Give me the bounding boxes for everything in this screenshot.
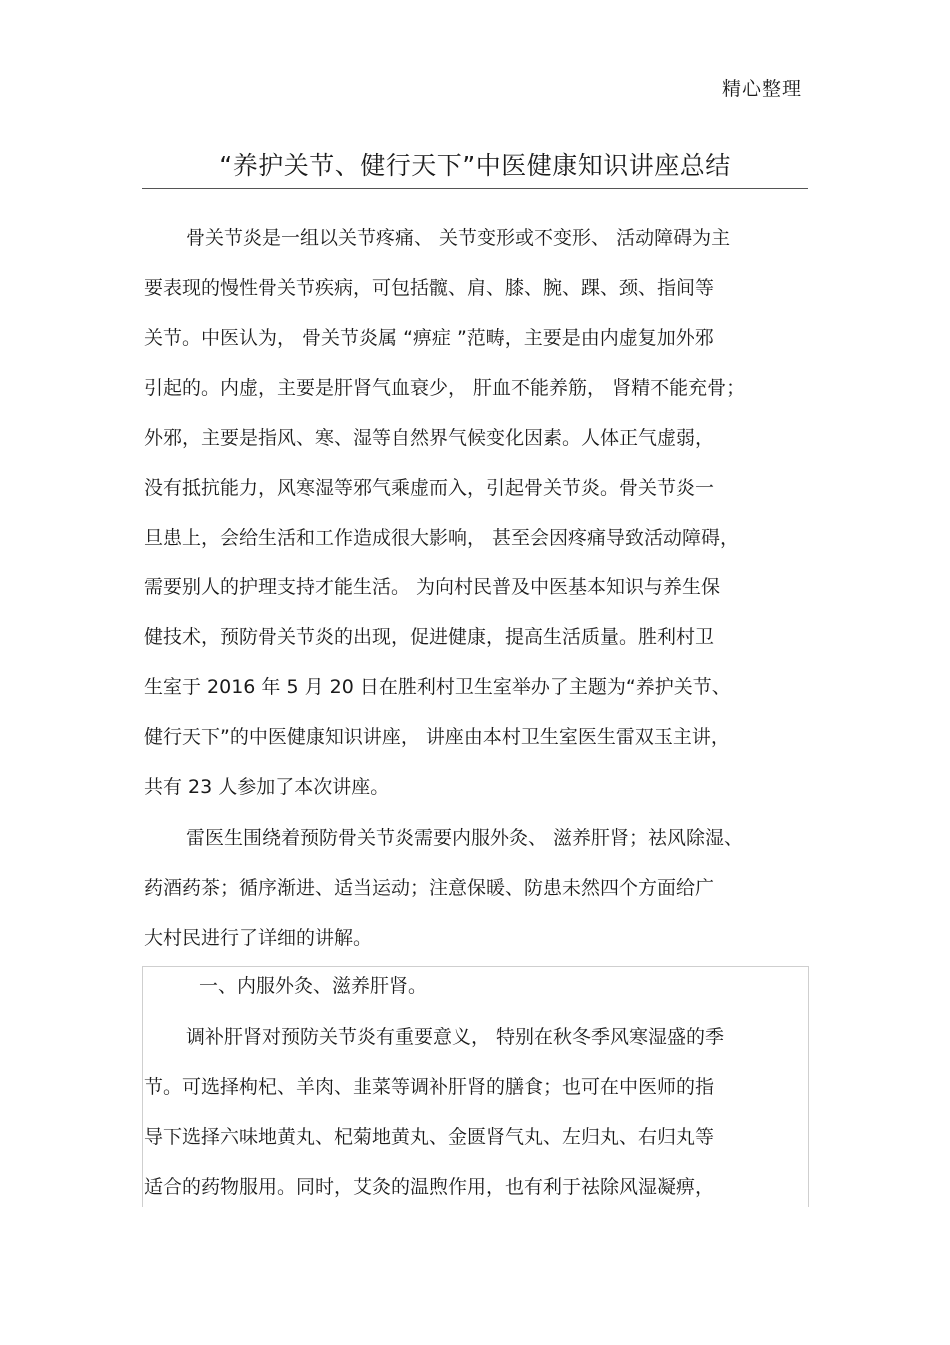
paragraph-line: 关节。中医认为， 骨关节炎属 “痹症 ”范畴，主要是由内虚复加外邪	[144, 327, 714, 349]
paragraph-line: 健技术，预防骨关节炎的出现，促进健康，提高生活质量。胜利村卫	[144, 626, 715, 648]
paragraph-line: 共有 23 人参加了本次讲座。	[144, 776, 390, 798]
section-heading: 一、内服外灸、滋养肝肾。	[199, 975, 428, 997]
paragraph-line: 生室于 2016 年 5 月 20 日在胜利村卫生室举办了主题为“养护关节、	[144, 676, 731, 698]
paragraph-line: 外邪，主要是指风、寒、湿等自然界气候变化因素。人体正气虚弱，	[144, 427, 715, 449]
paragraph-line: 适合的药物服用。同时，艾灸的温煦作用，也有利于祛除风湿凝痹，	[144, 1176, 715, 1198]
paragraph-line: 需要别人的护理支持才能生活。 为向村民普及中医基本知识与养生保	[144, 576, 721, 598]
paragraph-line: 没有抵抗能力，风寒湿等邪气乘虚而入，引起骨关节炎。骨关节炎一	[144, 477, 715, 499]
paragraph-line: 旦患上，会给生活和工作造成很大影响， 甚至会因疼痛导致活动障碍，	[144, 527, 740, 549]
paragraph-line: 引起的。内虚，主要是肝肾气血衰少， 肝血不能养筋， 肾精不能充骨；	[144, 377, 746, 399]
paragraph-line: 骨关节炎是一组以关节疼痛、 关节变形或不变形、 活动障碍为主	[186, 227, 731, 249]
paragraph-line: 调补肝肾对预防关节炎有重要意义， 特别在秋冬季风寒湿盛的季	[186, 1026, 725, 1048]
paragraph-line: 导下选择六味地黄丸、杞菊地黄丸、金匮肾气丸、左归丸、右归丸等	[144, 1126, 715, 1148]
document-title: “养护关节、健行天下”中医健康知识讲座总结	[219, 151, 731, 180]
paragraph-line: 雷医生围绕着预防骨关节炎需要内服外灸、 滋养肝肾；祛风除湿、	[186, 827, 744, 849]
paragraph-line: 药酒药茶；循序渐进、适当运动；注意保暖、防患未然四个方面给广	[144, 877, 715, 899]
paragraph-line: 健行天下”的中医健康知识讲座， 讲座由本村卫生室医生雷双玉主讲，	[144, 726, 730, 748]
paragraph-line: 要表现的慢性骨关节疾病，可包括髋、肩、膝、腕、踝、颈、指间等	[144, 277, 715, 299]
title-underline	[142, 188, 808, 189]
header-note: 精心整理	[721, 78, 802, 100]
paragraph-line: 节。可选择枸杞、羊肉、韭菜等调补肝肾的膳食；也可在中医师的指	[144, 1076, 715, 1098]
paragraph-line: 大村民进行了详细的讲解。	[144, 927, 373, 949]
